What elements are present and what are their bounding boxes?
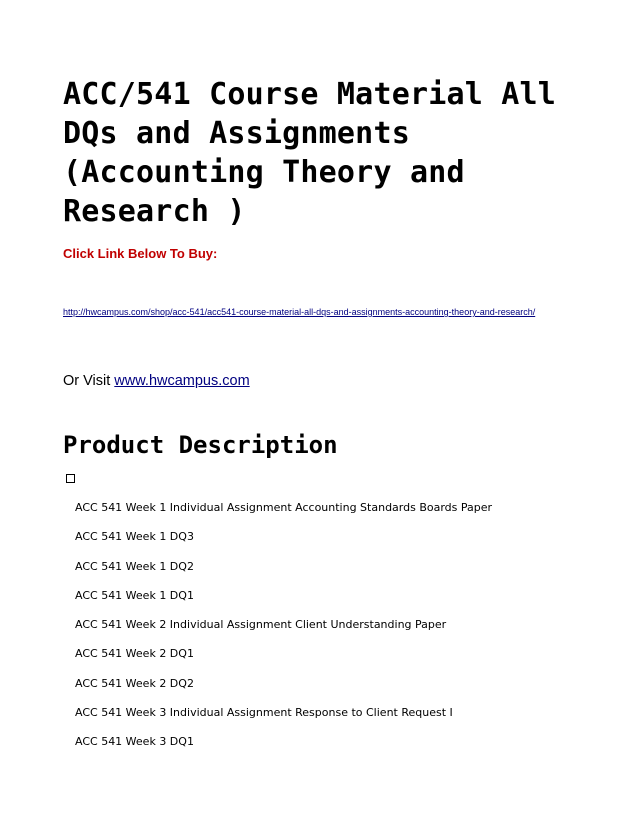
item-list	[75, 499, 492, 763]
site-link[interactable]: www.hwcampus.com	[114, 373, 250, 389]
list-item: ACC 541 Week 3 Individual Assignment Response to Client Request I	[75, 706, 453, 720]
visit-line	[63, 373, 250, 389]
document-title: ACC/541 Course Material All DQs and Assignments (Accounting Theory and Research )	[63, 77, 557, 229]
visit-prefix: Or Visit	[63, 373, 115, 389]
list-item: ACC 541 Week 1 Individual Assignment Accounting Standards Boards Paper	[75, 501, 493, 514]
list-item: ACC 541 Week 1 DQ2	[75, 559, 194, 573]
list-item: ACC 541 Week 1 DQ1	[75, 588, 194, 602]
list-item: ACC 541 Week 3 DQ1	[75, 735, 194, 749]
product-description-heading: Product Description	[63, 431, 338, 459]
list-item: ACC 541 Week 2 DQ2	[75, 676, 194, 690]
list-item: ACC 541 Week 1 DQ3	[75, 530, 194, 544]
product-link[interactable]: http://hwcampus.com/shop/acc-541/acc541-course-material-all-dqs-and-assignments-accounting-theory-and-research/	[63, 307, 536, 317]
checkbox-icon	[66, 474, 75, 483]
buy-label: Click Link Below To Buy:	[63, 246, 218, 261]
list-item: ACC 541 Week 2 Individual Assignment Client Understanding Paper	[75, 618, 447, 632]
list-item: ACC 541 Week 2 DQ1	[75, 647, 194, 661]
